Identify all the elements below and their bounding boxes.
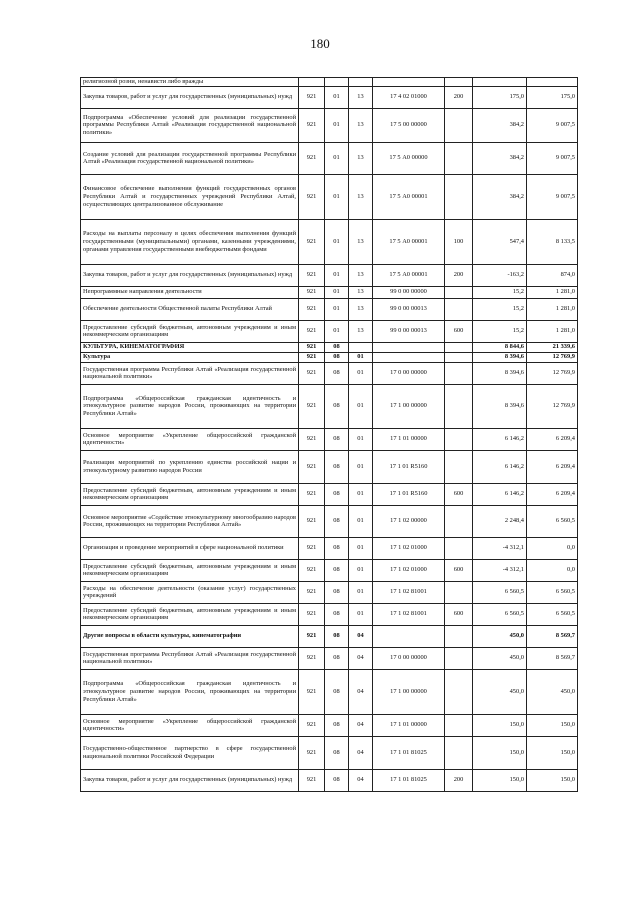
section-code-cell: 08: [325, 505, 349, 537]
target-article-cell: 17 5 А0 00001: [373, 264, 445, 286]
expense-type-cell: [445, 505, 473, 537]
gr-code-cell: 921: [299, 142, 325, 174]
section-code-cell: 08: [325, 342, 349, 352]
amount-total-cell: 150,0: [527, 714, 578, 736]
gr-code-cell: 921: [299, 384, 325, 428]
target-article-cell: 17 0 00 00000: [373, 647, 445, 669]
amount-change-cell: -163,2: [473, 264, 527, 286]
amount-change-cell: 150,0: [473, 769, 527, 791]
subsection-code-cell: 01: [349, 581, 373, 603]
table-row: [81, 714, 578, 736]
subsection-code-cell: 04: [349, 769, 373, 791]
table-row: [81, 603, 578, 625]
table-row: [81, 450, 578, 483]
amount-change-cell: 8 394,6: [473, 384, 527, 428]
table-body: [81, 78, 578, 792]
section-code-cell: 08: [325, 428, 349, 450]
expense-type-cell: [445, 537, 473, 559]
amount-change-cell: 6 146,2: [473, 428, 527, 450]
table-row: [81, 174, 578, 219]
gr-code-cell: 921: [299, 362, 325, 384]
budget-table: [80, 77, 578, 792]
gr-code-cell: 921: [299, 769, 325, 791]
subsection-code-cell: 01: [349, 352, 373, 362]
target-article-cell: 17 1 00 00000: [373, 669, 445, 714]
subsection-code-cell: [349, 342, 373, 352]
subsection-code-cell: 01: [349, 603, 373, 625]
target-article-cell: 17 5 00 00000: [373, 108, 445, 142]
table-row: [81, 769, 578, 791]
amount-total-cell: 1 281,0: [527, 286, 578, 298]
section-code-cell: 08: [325, 625, 349, 647]
amount-change-cell: 6 146,2: [473, 450, 527, 483]
target-article-cell: 17 1 01 81025: [373, 769, 445, 791]
subsection-code-cell: 13: [349, 108, 373, 142]
target-article-cell: 17 1 02 81001: [373, 581, 445, 603]
section-code-cell: 08: [325, 736, 349, 769]
section-code-cell: 08: [325, 769, 349, 791]
amount-change-cell: [473, 78, 527, 87]
subsection-code-cell: 01: [349, 505, 373, 537]
table-row: [81, 428, 578, 450]
row-name-cell: Организация и проведение мероприятий в сфере национальной политики: [81, 537, 299, 559]
table-row: [81, 352, 578, 362]
row-name-cell: Культура: [81, 352, 299, 362]
section-code-cell: [325, 78, 349, 87]
expense-type-cell: [445, 286, 473, 298]
subsection-code-cell: 04: [349, 669, 373, 714]
row-name-cell: Закупка товаров, работ и услуг для государственных (муниципальных) нужд: [81, 769, 299, 791]
subsection-code-cell: 13: [349, 174, 373, 219]
amount-total-cell: 0,0: [527, 537, 578, 559]
subsection-code-cell: 13: [349, 86, 373, 108]
row-name-cell: Закупка товаров, работ и услуг для государственных (муниципальных) нужд: [81, 86, 299, 108]
gr-code-cell: 921: [299, 219, 325, 264]
subsection-code-cell: 01: [349, 483, 373, 505]
amount-change-cell: -4 312,1: [473, 559, 527, 581]
amount-total-cell: 9 007,5: [527, 108, 578, 142]
subsection-code-cell: 13: [349, 264, 373, 286]
section-code-cell: 08: [325, 647, 349, 669]
amount-total-cell: 874,0: [527, 264, 578, 286]
subsection-code-cell: 04: [349, 714, 373, 736]
amount-change-cell: 6 146,2: [473, 483, 527, 505]
gr-code-cell: 921: [299, 603, 325, 625]
expense-type-cell: [445, 352, 473, 362]
section-code-cell: 08: [325, 483, 349, 505]
expense-type-cell: 200: [445, 86, 473, 108]
section-code-cell: 01: [325, 142, 349, 174]
table-row: [81, 298, 578, 320]
section-code-cell: 01: [325, 86, 349, 108]
expense-type-cell: [445, 647, 473, 669]
section-code-cell: 08: [325, 603, 349, 625]
section-code-cell: 08: [325, 384, 349, 428]
expense-type-cell: [445, 714, 473, 736]
section-code-cell: 08: [325, 714, 349, 736]
subsection-code-cell: 01: [349, 384, 373, 428]
amount-change-cell: 15,2: [473, 286, 527, 298]
gr-code-cell: 921: [299, 647, 325, 669]
target-article-cell: 17 1 01 00000: [373, 428, 445, 450]
subsection-code-cell: 13: [349, 142, 373, 174]
gr-code-cell: 921: [299, 625, 325, 647]
section-code-cell: 01: [325, 264, 349, 286]
expense-type-cell: [445, 342, 473, 352]
expense-type-cell: [445, 450, 473, 483]
row-name-cell: Создание условий для реализации государственной программы Республики Алтай «Реализация государственной национальной политики»: [81, 142, 299, 174]
expense-type-cell: [445, 142, 473, 174]
table-row: [81, 286, 578, 298]
amount-change-cell: 8 394,6: [473, 362, 527, 384]
target-article-cell: 17 5 А0 00000: [373, 142, 445, 174]
row-name-cell: Основное мероприятие «Укрепление общероссийской гражданской идентичности»: [81, 714, 299, 736]
section-code-cell: 01: [325, 174, 349, 219]
expense-type-cell: [445, 428, 473, 450]
amount-change-cell: 6 560,5: [473, 581, 527, 603]
expense-type-cell: [445, 581, 473, 603]
target-article-cell: 17 5 А0 00001: [373, 219, 445, 264]
subsection-code-cell: 04: [349, 647, 373, 669]
expense-type-cell: 600: [445, 483, 473, 505]
expense-type-cell: [445, 298, 473, 320]
expense-type-cell: 200: [445, 769, 473, 791]
subsection-code-cell: 13: [349, 219, 373, 264]
gr-code-cell: 921: [299, 483, 325, 505]
subsection-code-cell: 01: [349, 559, 373, 581]
section-code-cell: 08: [325, 537, 349, 559]
amount-total-cell: 450,0: [527, 669, 578, 714]
target-article-cell: 17 1 01 00000: [373, 714, 445, 736]
amount-total-cell: 6 209,4: [527, 483, 578, 505]
amount-total-cell: 175,0: [527, 86, 578, 108]
table-row: [81, 581, 578, 603]
table-row: [81, 505, 578, 537]
amount-change-cell: 450,0: [473, 669, 527, 714]
amount-change-cell: 15,2: [473, 298, 527, 320]
amount-total-cell: 6 560,5: [527, 505, 578, 537]
table-row: [81, 483, 578, 505]
subsection-code-cell: 01: [349, 362, 373, 384]
section-code-cell: 01: [325, 108, 349, 142]
row-name-cell: Основное мероприятие «Укрепление общероссийской гражданской идентичности»: [81, 428, 299, 450]
gr-code-cell: 921: [299, 352, 325, 362]
row-name-cell: Непрограммные направления деятельности: [81, 286, 299, 298]
gr-code-cell: 921: [299, 174, 325, 219]
section-code-cell: 01: [325, 320, 349, 342]
gr-code-cell: 921: [299, 428, 325, 450]
amount-total-cell: 12 769,9: [527, 362, 578, 384]
target-article-cell: 17 1 02 01000: [373, 559, 445, 581]
subsection-code-cell: 04: [349, 736, 373, 769]
gr-code-cell: 921: [299, 581, 325, 603]
amount-change-cell: 150,0: [473, 736, 527, 769]
target-article-cell: 17 4 02 01000: [373, 86, 445, 108]
subsection-code-cell: [349, 78, 373, 87]
row-name-cell: КУЛЬТУРА, КИНЕМАТОГРАФИЯ: [81, 342, 299, 352]
table-row: [81, 362, 578, 384]
row-name-cell: Основное мероприятие «Содействие этнокультурному многообразию народов России, проживающих на территории Республики Алтай»: [81, 505, 299, 537]
expense-type-cell: [445, 108, 473, 142]
amount-total-cell: 8 569,7: [527, 647, 578, 669]
gr-code-cell: [299, 78, 325, 87]
table-row: [81, 384, 578, 428]
subsection-code-cell: 13: [349, 286, 373, 298]
page-number: 180: [310, 36, 330, 51]
gr-code-cell: 921: [299, 86, 325, 108]
row-name-cell: Финансовое обеспечение выполнения функций государственных органов Республики Алтай и государственных учреждений Республики Алтай, осуществляющих централизованное обслуживание: [81, 174, 299, 219]
amount-change-cell: 384,2: [473, 174, 527, 219]
section-code-cell: 08: [325, 362, 349, 384]
table-row: [81, 320, 578, 342]
expense-type-cell: 200: [445, 264, 473, 286]
expense-type-cell: 600: [445, 603, 473, 625]
section-code-cell: 01: [325, 219, 349, 264]
section-code-cell: 08: [325, 559, 349, 581]
row-name-cell: Реализация мероприятий по укреплению единства российской нации и этнокультурному развитию народов России: [81, 450, 299, 483]
amount-change-cell: 8 394,6: [473, 352, 527, 362]
row-name-cell: Государственно-общественное партнерство в сфере государственной национальной политики Российской Федерации: [81, 736, 299, 769]
section-code-cell: 08: [325, 581, 349, 603]
gr-code-cell: 921: [299, 264, 325, 286]
section-code-cell: 08: [325, 352, 349, 362]
amount-change-cell: 450,0: [473, 647, 527, 669]
row-name-cell: Подпрограмма «Общероссийская гражданская идентичность и этнокультурное развитие народов России, проживающих на территории Республики Алтай»: [81, 384, 299, 428]
table-row: [81, 537, 578, 559]
target-article-cell: 17 1 02 01000: [373, 537, 445, 559]
target-article-cell: [373, 342, 445, 352]
target-article-cell: 17 1 01 81025: [373, 736, 445, 769]
amount-change-cell: 384,2: [473, 142, 527, 174]
target-article-cell: 17 0 00 00000: [373, 362, 445, 384]
gr-code-cell: 921: [299, 342, 325, 352]
table-row: [81, 142, 578, 174]
section-code-cell: 08: [325, 669, 349, 714]
row-name-cell: религиозной розни, ненависти либо вражды: [81, 78, 299, 87]
amount-total-cell: 6 560,5: [527, 603, 578, 625]
table-row: [81, 264, 578, 286]
row-name-cell: Закупка товаров, работ и услуг для государственных (муниципальных) нужд: [81, 264, 299, 286]
row-name-cell: Предоставление субсидий бюджетным, автономным учреждениям и иным некоммерческим организациям: [81, 320, 299, 342]
gr-code-cell: 921: [299, 714, 325, 736]
expense-type-cell: [445, 669, 473, 714]
amount-change-cell: 384,2: [473, 108, 527, 142]
target-article-cell: 99 0 00 00013: [373, 320, 445, 342]
amount-change-cell: 547,4: [473, 219, 527, 264]
subsection-code-cell: 01: [349, 428, 373, 450]
expense-type-cell: [445, 736, 473, 769]
amount-total-cell: 6 560,5: [527, 581, 578, 603]
section-code-cell: 01: [325, 298, 349, 320]
table-row: [81, 86, 578, 108]
subsection-code-cell: 13: [349, 320, 373, 342]
row-name-cell: Расходы на выплаты персоналу в целях обеспечения выполнения функций государственными (муниципальными) органами, казенными учреждениями, органами управления государственными внебюджетными фондами: [81, 219, 299, 264]
target-article-cell: 99 0 00 00000: [373, 286, 445, 298]
expense-type-cell: [445, 625, 473, 647]
subsection-code-cell: 13: [349, 298, 373, 320]
amount-total-cell: 12 769,9: [527, 352, 578, 362]
table-row: [81, 219, 578, 264]
amount-change-cell: 175,0: [473, 86, 527, 108]
amount-total-cell: 8 133,5: [527, 219, 578, 264]
amount-total-cell: 9 007,5: [527, 142, 578, 174]
row-name-cell: Другие вопросы в области культуры, кинематографии: [81, 625, 299, 647]
row-name-cell: Предоставление субсидий бюджетным, автономным учреждениям и иным некоммерческим организациям: [81, 483, 299, 505]
row-name-cell: Предоставление субсидий бюджетным, автономным учреждениям и иным некоммерческим организациям: [81, 603, 299, 625]
target-article-cell: 17 1 01 R5160: [373, 450, 445, 483]
subsection-code-cell: 01: [349, 450, 373, 483]
expense-type-cell: 100: [445, 219, 473, 264]
table-row: [81, 625, 578, 647]
table-row: [81, 647, 578, 669]
amount-change-cell: 15,2: [473, 320, 527, 342]
row-name-cell: Предоставление субсидий бюджетным, автономным учреждениям и иным некоммерческим организациям: [81, 559, 299, 581]
row-name-cell: Подпрограмма «Общероссийская гражданская идентичность и этнокультурное развитие народов России, проживающих на территории Республики Алтай»: [81, 669, 299, 714]
gr-code-cell: 921: [299, 320, 325, 342]
expense-type-cell: 600: [445, 320, 473, 342]
amount-total-cell: 1 281,0: [527, 320, 578, 342]
amount-total-cell: 12 769,9: [527, 384, 578, 428]
section-code-cell: 01: [325, 286, 349, 298]
amount-change-cell: 2 248,4: [473, 505, 527, 537]
amount-total-cell: 6 209,4: [527, 450, 578, 483]
row-name-cell: Государственная программа Республики Алтай «Реализация государственной национальной политики»: [81, 647, 299, 669]
amount-total-cell: 150,0: [527, 769, 578, 791]
expense-type-cell: [445, 384, 473, 428]
subsection-code-cell: 04: [349, 625, 373, 647]
amount-total-cell: 21 339,6: [527, 342, 578, 352]
target-article-cell: 17 1 02 81001: [373, 603, 445, 625]
amount-change-cell: 450,0: [473, 625, 527, 647]
section-code-cell: 08: [325, 450, 349, 483]
gr-code-cell: 921: [299, 286, 325, 298]
target-article-cell: 17 5 А0 00001: [373, 174, 445, 219]
table-row: [81, 342, 578, 352]
gr-code-cell: 921: [299, 736, 325, 769]
gr-code-cell: 921: [299, 108, 325, 142]
gr-code-cell: 921: [299, 537, 325, 559]
table-row: [81, 559, 578, 581]
target-article-cell: [373, 352, 445, 362]
amount-change-cell: 150,0: [473, 714, 527, 736]
expense-type-cell: [445, 174, 473, 219]
amount-total-cell: 9 007,5: [527, 174, 578, 219]
amount-total-cell: 1 281,0: [527, 298, 578, 320]
target-article-cell: 17 1 02 00000: [373, 505, 445, 537]
target-article-cell: 99 0 00 00013: [373, 298, 445, 320]
amount-total-cell: 150,0: [527, 736, 578, 769]
expense-type-cell: [445, 362, 473, 384]
gr-code-cell: 921: [299, 298, 325, 320]
target-article-cell: 17 1 01 R5160: [373, 483, 445, 505]
gr-code-cell: 921: [299, 669, 325, 714]
table-row: [81, 78, 578, 87]
table-row: [81, 108, 578, 142]
amount-total-cell: 8 569,7: [527, 625, 578, 647]
gr-code-cell: 921: [299, 559, 325, 581]
row-name-cell: Расходы на обеспечение деятельности (оказание услуг) государственных учреждений: [81, 581, 299, 603]
amount-total-cell: [527, 78, 578, 87]
gr-code-cell: 921: [299, 505, 325, 537]
target-article-cell: 17 1 00 00000: [373, 384, 445, 428]
expense-type-cell: 600: [445, 559, 473, 581]
row-name-cell: Подпрограмма «Обеспечение условий для реализации государственной программы Республики Алтай «Реализация государственной национальной политики»: [81, 108, 299, 142]
subsection-code-cell: 01: [349, 537, 373, 559]
row-name-cell: Государственная программа Республики Алтай «Реализация государственной национальной политики»: [81, 362, 299, 384]
target-article-cell: [373, 78, 445, 87]
table-row: [81, 736, 578, 769]
table-row: [81, 669, 578, 714]
row-name-cell: Обеспечение деятельности Общественной палаты Республики Алтай: [81, 298, 299, 320]
gr-code-cell: 921: [299, 450, 325, 483]
amount-change-cell: -4 312,1: [473, 537, 527, 559]
target-article-cell: [373, 625, 445, 647]
amount-change-cell: 6 560,5: [473, 603, 527, 625]
expense-type-cell: [445, 78, 473, 87]
amount-total-cell: 0,0: [527, 559, 578, 581]
amount-change-cell: 8 844,6: [473, 342, 527, 352]
amount-total-cell: 6 209,4: [527, 428, 578, 450]
